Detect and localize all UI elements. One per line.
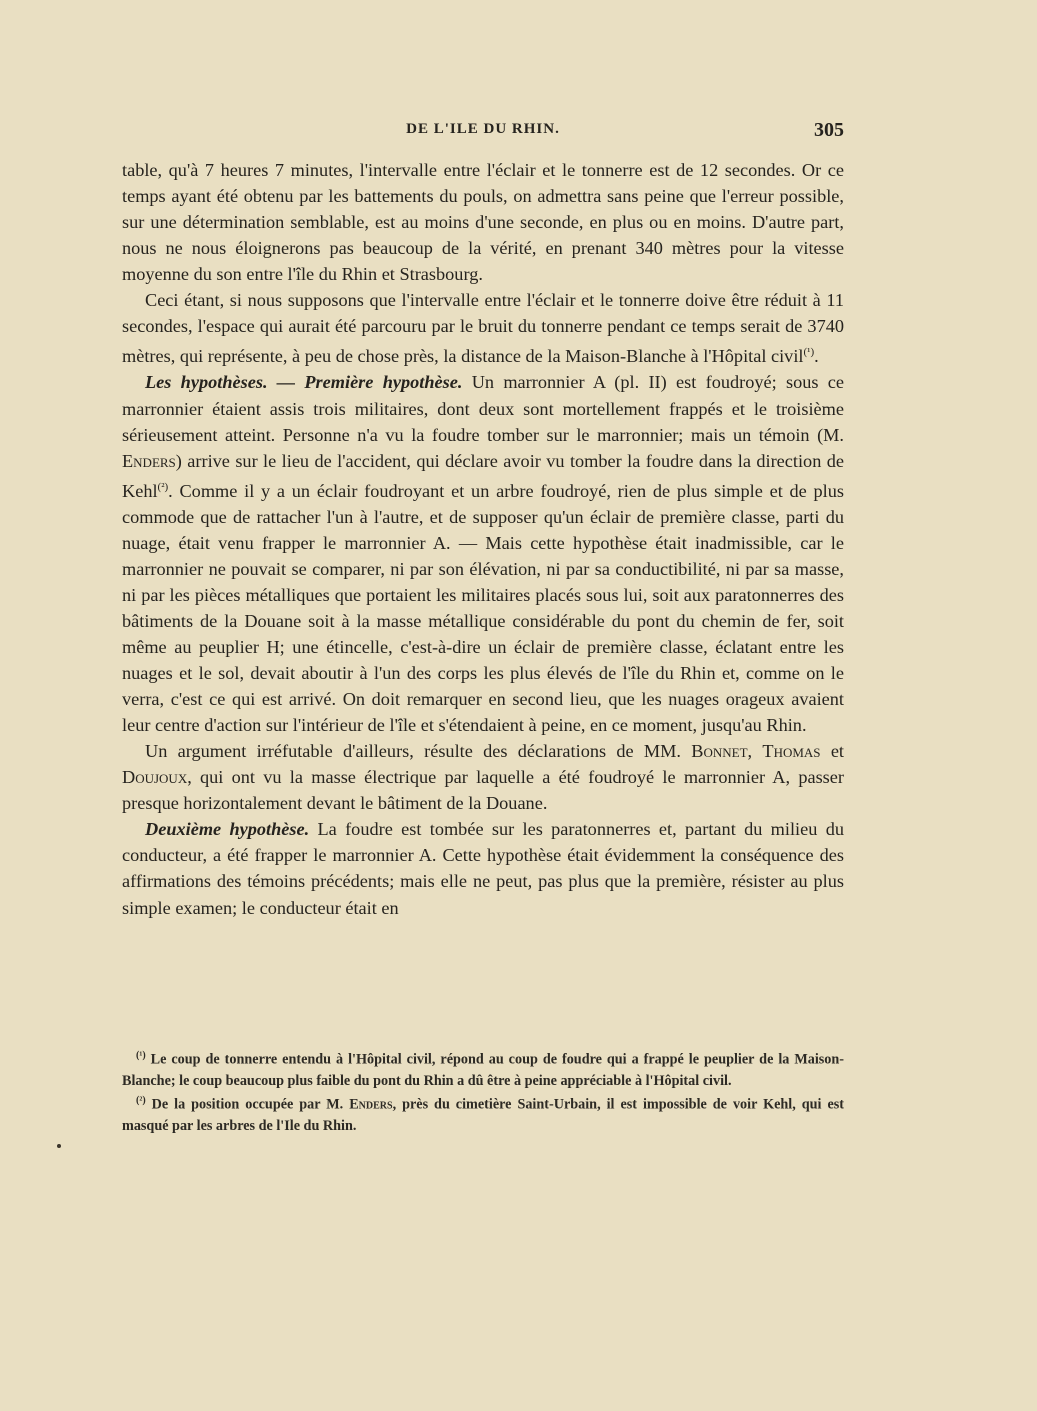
footnote-ref-1: (¹) bbox=[803, 346, 815, 359]
footnote-ref-2: (²) bbox=[157, 480, 169, 493]
person-name-enders: Enders bbox=[122, 450, 176, 471]
section-heading-hypotheses: Les hypothèses. — Première hypothèse. bbox=[145, 372, 463, 393]
paragraph-4-sep-2: et bbox=[820, 741, 845, 762]
paragraph-1: table, qu'à 7 heures 7 minutes, l'intervalle entre l'éclair et le tonnerre est de 12 secondes. Or ce temps ayant été obtenu par les battements du pouls, on admettra sans peine que l'erreur possible, sur une détermination semblable, est au moins d'une seconde, en plus ou en moins. D'autre part, nous ne nous éloignerons pas beaucoup de la vérité, en prenant 340 mètres pour la vitesse moyenne du son entre l'île du Rhin et Strasbourg. bbox=[122, 160, 844, 285]
paragraph-2 bbox=[122, 287, 844, 369]
footnote-1-text: Le coup de tonnerre entendu à l'Hôpital civil, répond au coup de foudre qui a frappé le peuplier de la Maison-Blanche; le coup beaucoup plus faible du pont du Rhin a dû être à peine appréciable à l'Hôpital civil. bbox=[122, 1051, 844, 1089]
footnote-1-mark: (¹) bbox=[136, 1050, 146, 1061]
page-header bbox=[122, 119, 844, 145]
paragraph-3 bbox=[122, 369, 844, 738]
person-name-thomas: Thomas bbox=[762, 741, 821, 762]
paragraph-4-sep-1: , bbox=[747, 741, 763, 762]
person-name-bonnet: Bonnet bbox=[691, 741, 748, 762]
body-text bbox=[122, 157, 844, 921]
footnote-1 bbox=[122, 1046, 844, 1091]
paragraph-2-end: . bbox=[814, 346, 819, 367]
paragraph-3-text-c: . Comme il y a un éclair foudroyant et un arbre foudroyé, rien de plus simple et de plus commode que de rattacher l'un à l'autre, et de supposer qu'un éclair de première classe, parti du nuage, était venu frapper le marronnier A. — Mais cette hypothèse était inadmissible, car le marronnier ne pouvait se comparer, ni par son élévation, ni par sa conductibilité, ni par sa masse, ni par les pièces métalliques que portaient les militaires placés sous lui, soit aux paratonnerres des bâtiments de la Douane soit à la masse métallique considérable du pont du chemin de fer, soit même au peuplier H; une étincelle, c'est-à-dire un éclair de première classe, éclatant entre les nuages et le sol, devait aboutir à l'un des corps les plus élevés de l'île du Rhin et, comme on le verra, c'est ce qui est arrivé. On doit remarquer en second lieu, que les nuages orageux avaient leur centre d'action sur l'intérieur de l'île et s'étendaient à peine, en ce moment, jusqu'au Rhin. bbox=[122, 480, 844, 736]
footnotes bbox=[122, 1046, 844, 1137]
paragraph-4 bbox=[122, 738, 844, 816]
page-number: 305 bbox=[814, 119, 844, 141]
paragraph-3-text-b: ) arrive sur le lieu de l'accident, qui déclare avoir vu tomber la foudre dans la direction de Kehl bbox=[122, 450, 844, 501]
footnote-2-name: Enders bbox=[349, 1097, 393, 1114]
running-head: DE L'ILE DU RHIN. bbox=[406, 121, 560, 137]
paragraph-5-text: La foudre est tombée sur les paratonnerres et, partant du milieu du conducteur, a été frapper le marronnier A. Cette hypothèse était évidemment la conséquence des affirmations des témoins précédents; mais elle ne peut, pas plus que la première, résister au plus simple examen; le conducteur était en bbox=[122, 819, 844, 918]
footnote-2-text-a: De la position occupée par M. bbox=[145, 1097, 350, 1114]
section-heading-second-hypothesis: Deuxième hypothèse. bbox=[145, 819, 310, 840]
ink-speck bbox=[57, 1144, 61, 1148]
person-name-doujoux: Doujoux bbox=[122, 767, 188, 788]
paragraph-2-text: Ceci étant, si nous supposons que l'intervalle entre l'éclair et le tonnerre doive être réduit à 11 secondes, l'espace qui aurait été parcouru par le bruit du tonnerre pendant ce temps serait de 3740 mètres, qui représente, à peu de chose près, la distance de la Maison-Blanche à l'Hôpital civil bbox=[122, 290, 844, 367]
paragraph-3-text-a: Un marronnier A (pl. II) est foudroyé; sous ce marronnier étaient assis trois militaires, dont deux sont mortellement frappés et le troisième sérieusement atteint. Personne n'a vu la foudre tomber sur le marronnier; mais un témoin (M. bbox=[122, 372, 844, 445]
footnote-2-mark: (²) bbox=[136, 1095, 146, 1107]
paragraph-4-text-a: Un argument irréfutable d'ailleurs, résulte des déclarations de MM. bbox=[145, 741, 692, 762]
paragraph-5 bbox=[122, 816, 844, 920]
footnote-2-text-b: , près du cimetière Saint-Urbain, il est impossible de voir Kehl, qui est masqué par les arbres de l'Ile du Rhin. bbox=[122, 1097, 845, 1134]
footnote-2 bbox=[122, 1091, 844, 1136]
paragraph-4-text-b: , qui ont vu la masse électrique par laquelle a été foudroyé le marronnier A, passer presque horizontalement devant le bâtiment de la Douane. bbox=[122, 767, 844, 814]
